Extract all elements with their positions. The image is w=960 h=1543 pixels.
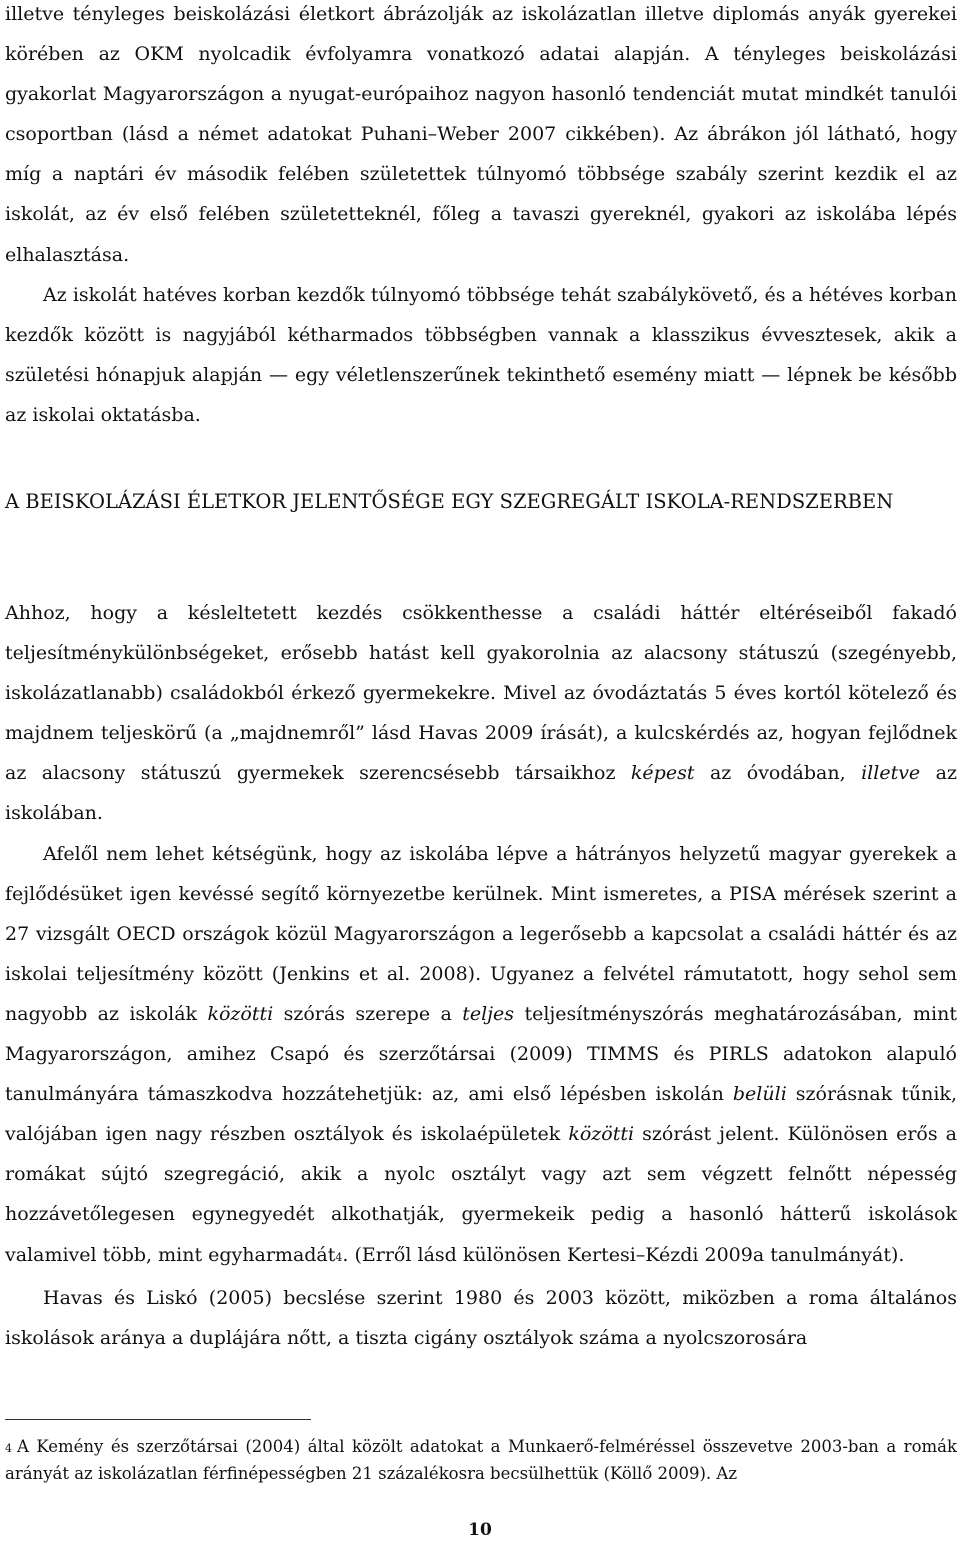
paragraph-4-emphasis-1: közötti [207,1002,274,1025]
paragraph-4-text-f: . (Erről lásd különösen Kertesi–Kézdi 2009a tanulmányát). [342,1243,905,1266]
paragraph-3-emphasis-1: képest [630,762,695,785]
paragraph-1: illetve tényleges beiskolázási életkort ábrázolják az iskolázatlan illetve diplomás anyák gyerekei körében az OKM nyolcadik évfolyamra vonatkozó adatai alapján. A tényleges beiskolázási gyakorlat Magyarországon a nyugat-európaihoz nagyon hasonló tendenciát mutat mindkét tanulói csoportban (lásd a német adatokat Puhani–Weber 2007 cikkében). Az ábrákon jól látható, hogy míg a naptári év második felében születettek túlnyomó többsége szabály szerint kezdik el az iskolát, az év első felében születetteknél, főleg a tavaszi gyereknél, gyakori az iskolába lépés elhalasztása. [5,3,957,266]
paragraph-4-text-e: szórást jelent. Különösen erős a romákat sújtó szegregáció, akik a nyolc osztályt vagy azt sem végzett felnőtt népesség hozzávetőlegesen egynegyedét alkothatják, gyermekeik pedig a hasonló hátterű iskolások valamivel több, mint egyharmadát [5,1123,957,1266]
paragraph-3-text-a: Ahhoz, hogy a késleltetett kezdés csökkenthesse a családi háttér eltéréseiből fakadó teljesítménykülönbségeket, erősebb hatást kell gyakorolnia az alacsony státuszú (szegényebb, iskolázatlanabb) családokból érkező gyermekekre. Mivel az óvodáztatás 5 éves kortól kötelező és majdnem teljeskörű (a „majdnemről” lásd Havas 2009 írását), a kulcskérdés az, hogyan fejlődnek az alacsony státuszú gyermekek szerencsésebb társaikhoz [5,602,957,785]
paragraph-4-text-a: Afelől nem lehet kétségünk, hogy az iskolába lépve a hátrányos helyzetű magyar gyerekek a fejlődésüket igen kevéssé segítő környezetbe kerülnek. Mint ismeretes, a PISA mérések szerint a 27 vizsgált OECD országok közül Magyarországon a legerősebb a kapcsolat a családi háttér és az iskolai teljesítmény között (Jenkins et al. 2008). Ugyanez a felvétel rámutatott, hogy sehol sem nagyobb az iskolák [5,842,957,1025]
footnote [5,1434,957,1486]
paragraph-4 [5,834,957,1278]
paragraph-4-text-c: teljesítményszórás meghatározásában, mint Magyarországon, amihez Csapó és szerzőtársai (2009) TIMMS és PIRLS adatokon alapuló tanulmányára támaszkodva hozzátehetjük: az, ami első lépésben iskolán [5,1002,957,1106]
page-number: 10 [468,1520,492,1540]
footnote-number: 4 [5,1442,12,1455]
paragraph-3 [5,593,957,834]
text-block-main [5,593,957,1358]
paragraph-2: Az iskolát hatéves korban kezdők túlnyomó többsége tehát szabálykövető, és a hétéves korban kezdők között is nagyjából kétharmados többségben vannak a klasszikus évvesztesek, akik a születési hónapjuk alapján — egy véletlenszerűnek tekinthető esemény miatt — lépnek be később az iskolai oktatásba. [5,283,957,426]
footnote-text: A Kemény és szerzőtársai (2004) által közölt adatokat a Munkaerő-felméréssel összevetve 2003-ban a romák arányát az iskolázatlan férfinépességben 21 százalékosra becsülhettük (Köllő 2009). Az [5,1437,957,1483]
paragraph-3-emphasis-2: illetve [861,762,921,785]
footnote-reference[interactable]: 4 [335,1250,343,1264]
paragraph-4-text-b: szórás szerepe a [273,1002,463,1025]
section-heading: A BEISKOLÁZÁSI ÉLETKOR JELENTŐSÉGE EGY SZEGREGÁLT ISKOLA-RENDSZERBEN [5,490,894,513]
paragraph-5: Havas és Liskó (2005) becslése szerint 1980 és 2003 között, miközben a roma általános iskolások aránya a duplájára nőtt, a tiszta cigány osztályok száma a nyolcszorosára [5,1286,957,1349]
paragraph-4-emphasis-2: teljes [462,1002,515,1025]
paragraph-4-text-d: szórásnak tűnik, valójában igen nagy részben osztályok és iskolaépületek [5,1083,957,1146]
paragraph-4-emphasis-4: közötti [568,1123,635,1146]
paragraph-4-emphasis-3: belüli [732,1083,787,1106]
text-block-top [5,0,957,435]
footnote-divider [5,1419,311,1420]
paragraph-3-text-c: az iskolában. [5,762,957,825]
paragraph-3-text-b: az óvodában, [694,762,862,785]
